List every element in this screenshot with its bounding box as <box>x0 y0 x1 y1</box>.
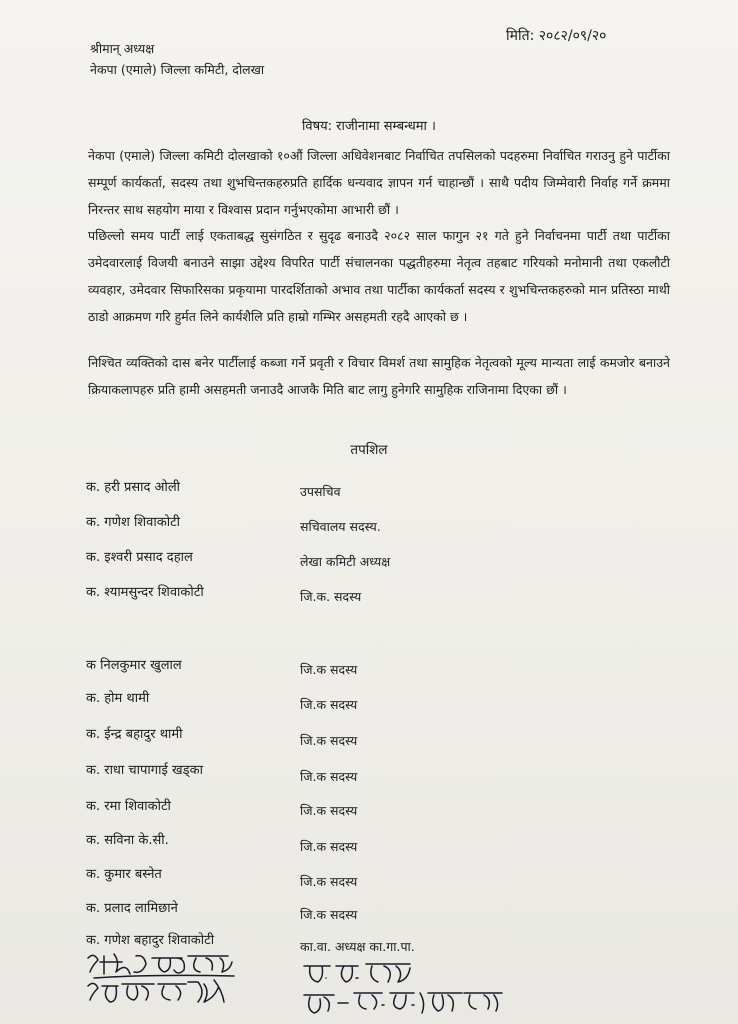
addressee <box>90 38 264 80</box>
member-post: जि.क. सदस्य <box>300 589 362 604</box>
member-post: जि.क सदस्य <box>300 874 358 889</box>
handwritten-post-entry-2 <box>300 985 510 1019</box>
member-name: क निलकुमार खुलाल <box>86 658 182 673</box>
member-name: क. हरी प्रसाद ओली <box>86 480 181 495</box>
list-heading: तपशिल <box>350 442 388 458</box>
member-name: क. गणेश शिवाकोटी <box>86 515 181 530</box>
member-name: क. ईन्द्र बहादुर थामी <box>86 727 183 742</box>
handwritten-post-entry-1 <box>300 958 420 988</box>
member-post: जि.क सदस्य <box>300 803 358 818</box>
member-name: क. प्रलाद लामिछाने <box>86 901 178 916</box>
member-name: क. राधा चापागाई खड्का <box>86 763 203 778</box>
member-post: जि.क सदस्य <box>300 907 358 922</box>
member-name: क. इश्वरी प्रसाद दहाल <box>86 550 193 565</box>
body-paragraph-3: निश्चित व्यक्तिको दास बनेर पार्टीलाई कब्जा गर्ने प्रवृती र विचार विमर्श तथा सामुहिक नेतृत्वको मूल्य मान्यता लाई कमजोर बनाउने क्रियाकलापहरु प्रति हामी असहमती जनाउदै आजकै मिति बाट लागु हुनेगरि सामुहिक राजिनामा दिएका छौं । <box>88 355 670 397</box>
member-post: उपसचिव <box>300 484 341 499</box>
member-post: का.वा. अध्यक्ष का.गा.पा. <box>300 939 415 954</box>
member-name: क. रमा शिवाकोटी <box>86 799 171 814</box>
member-post: लेखा कमिटी अध्यक्ष <box>300 554 391 569</box>
addressee-title: श्रीमान् अध्यक्ष <box>90 41 155 56</box>
handwritten-member-entry-2 <box>84 974 234 1010</box>
member-post: सचिवालय सदस्य. <box>300 519 381 534</box>
addressee-organization: नेकपा (एमाले) जिल्ला कमिटी, दोलखा <box>90 62 265 77</box>
member-name: क. श्यामसुन्दर शिवाकोटी <box>86 585 204 600</box>
body-paragraph-2: पछिल्लो समय पार्टी लाई एकताबद्ध सुसंगठित र सुदृढ बनाउदै २०८२ साल फागुन २१ गते हुने निर्वाचनमा पार्टी तथा पार्टीका उमेदवारलाई विजयी बनाउने साझा उद्देश्य विपरित पार्टी संचालनका पद्धतीहरुमा नेतृत्व तहबाट गरियको मनोमानी तथा एकलौटी व्यवहार, उमेदवार सिफारिसका प्रकृयामा पारदर्शिताको अभाव तथा पार्टीका कार्यकर्ता सदस्य र शुभचिन्तकहरुको मान प्रतिस्ठा माथी ठाडो आक्रमण गरि हुर्मत लिने कार्यशैलि प्रति हाम्रो गम्भिर असहमती रहदै आएको छ । <box>88 228 670 324</box>
member-post: जि.क सदस्य <box>300 839 358 854</box>
member-name: क. सविना के.सी. <box>86 833 169 848</box>
body-paragraph-1: नेकपा (एमाले) जिल्ला कमिटी दोलखाको १०औं जिल्ला अधिवेशनबाट निर्वाचित तपसिलको पदहरुमा निर्वाचित गराउनु हुने पार्टीका सम्पूर्ण कार्यकर्ता, सदस्य तथा शुभचिन्तकहरुप्रति हार्दिक धन्यवाद ज्ञापन गर्न चाहान्छौं । साथै पदीय जिम्मेवारी निर्वाह गर्ने क्रममा निरन्तर साथ सहयोग माया र विश्वास प्रदान गर्नुभएकोमा आभारी छौं । <box>88 148 670 217</box>
member-name: क. होम थामी <box>86 691 150 706</box>
member-name: क. गणेश बहादुर शिवाकोटी <box>86 933 215 948</box>
member-post: जि.क सदस्य <box>300 733 358 748</box>
letter-date: मिति: २०८२/०९/२० <box>506 28 607 44</box>
member-name: क. कुमार बस्नेत <box>86 867 162 882</box>
member-post: जि.क सदस्य <box>300 662 358 677</box>
member-post: जि.क सदस्य <box>300 769 358 784</box>
letter-subject: विषय: राजीनामा सम्बन्धमा । <box>302 119 436 134</box>
member-post: जि.क सदस्य <box>300 697 358 712</box>
